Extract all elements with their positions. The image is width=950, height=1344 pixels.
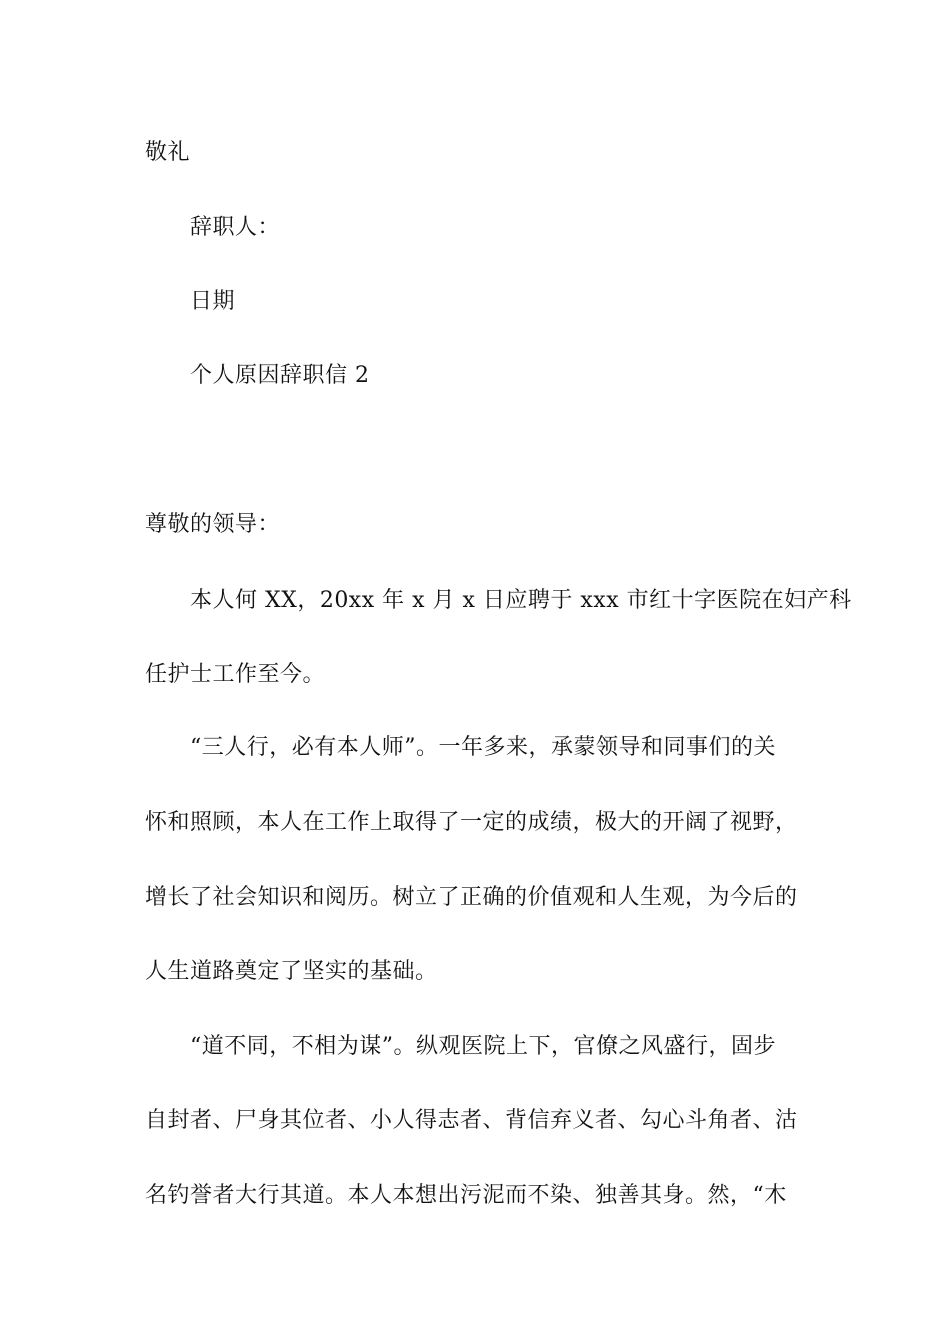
paragraph-line: 任护士工作至今。 bbox=[145, 662, 326, 687]
paragraph-line: 人生道路奠定了坚实的基础。 bbox=[145, 959, 438, 984]
paragraph-line: 名钓誉者大行其道。本人本想出污泥而不染、独善其身。然，“木 bbox=[145, 1183, 787, 1208]
paragraph-line: “三人行，必有本人师”。一年多来，承蒙领导和同事们的关 bbox=[190, 735, 776, 760]
paragraph-line: “道不同，不相为谋”。纵观医院上下，官僚之风盛行，固步 bbox=[190, 1034, 776, 1059]
salutation: 尊敬的领导： bbox=[145, 512, 281, 537]
paragraph-line: 自封者、尸身其位者、小人得志者、背信弃义者、勾心斗角者、沽 bbox=[145, 1108, 798, 1133]
closing-text: 敬礼 bbox=[145, 140, 191, 165]
paragraph-line: 增长了社会知识和阅历。树立了正确的价值观和人生观，为今后的 bbox=[145, 885, 798, 910]
paragraph-line: 怀和照顾，本人在工作上取得了一定的成绩，极大的开阔了视野， bbox=[145, 810, 798, 835]
signer-label: 辞职人： bbox=[190, 215, 281, 240]
letter-heading: 个人原因辞职信 2 bbox=[190, 363, 370, 388]
paragraph-line: 本人何 XX，20xx 年 x 月 x 日应聘于 xxx 市红十字医院在妇产科 bbox=[190, 588, 852, 613]
date-label: 日期 bbox=[190, 289, 236, 314]
